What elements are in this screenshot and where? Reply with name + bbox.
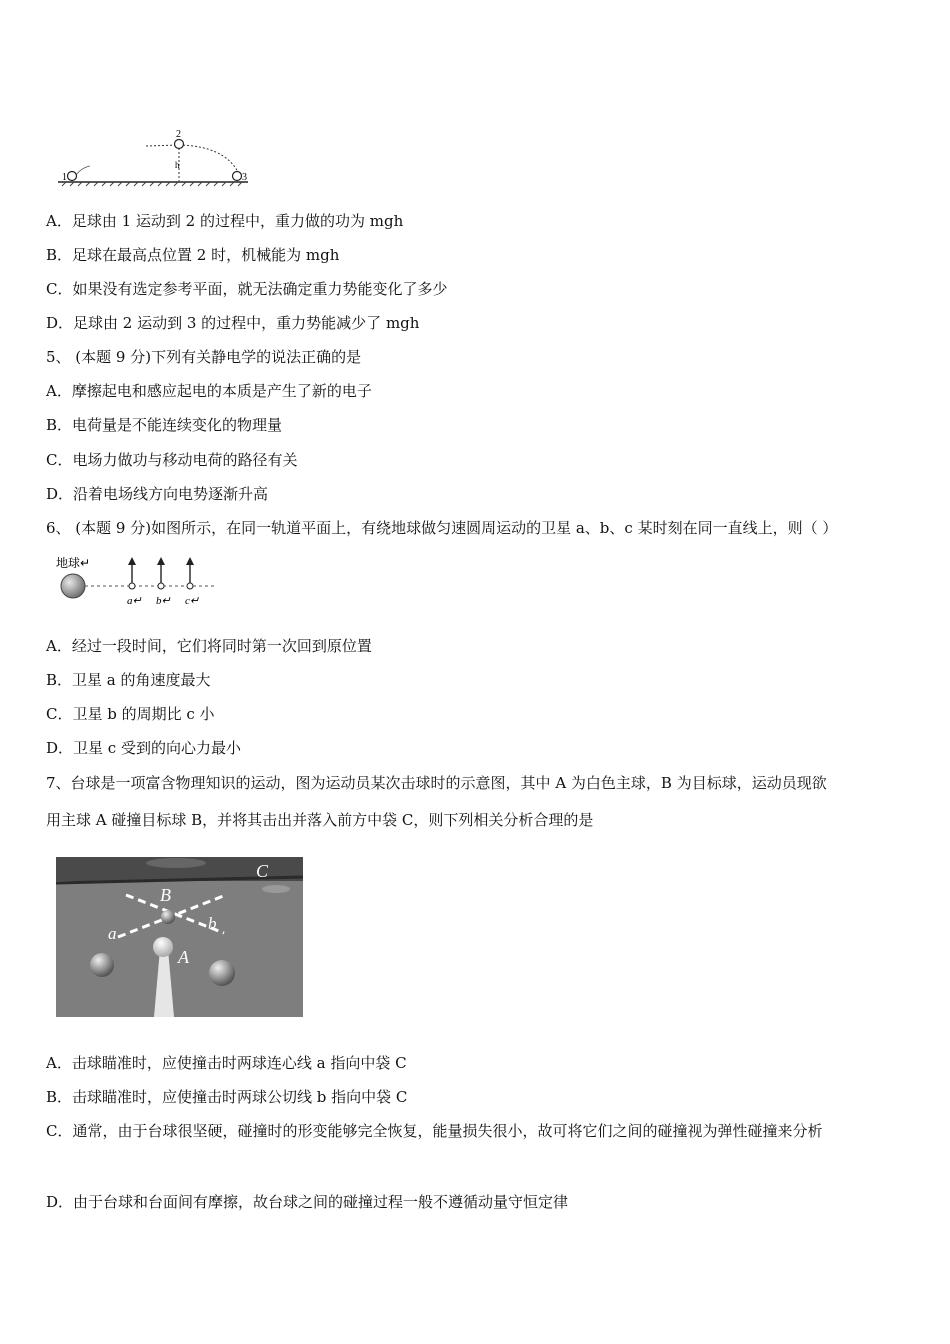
q4-option-c: C．如果没有选定参考平面，就无法确定重力势能变化了多少 <box>46 280 448 298</box>
q6-option-a: A．经过一段时间，它们将同时第一次回到原位置 <box>46 637 372 655</box>
position-1-label: 1 <box>62 172 67 183</box>
q5-option-c: C．电场力做功与移动电荷的路径有关 <box>46 451 298 469</box>
q4-option-d: D．足球由 2 运动到 3 的过程中，重力势能减少了 mgh <box>46 314 420 332</box>
billiards-photo <box>56 857 303 1017</box>
q4-option-b: B．足球在最高点位置 2 时，机械能为 mgh <box>46 246 340 264</box>
position-2-label: 2 <box>176 129 181 140</box>
earth-icon <box>61 574 85 598</box>
q6-stem: 6、 (本题 9 分)如图所示，在同一轨道平面上，有绕地球做匀速圆周运动的卫星 a、b、c 某时刻在同一直线上，则（ ） <box>46 519 838 537</box>
q7-stem-line1: 7、台球是一项富含物理知识的运动，图为运动员某次击球时的示意图，其中 A 为白色主球，B 为目标球，运动员现欲 <box>46 774 827 792</box>
satellite-c-label: c↵ <box>185 595 200 607</box>
q7-option-c: C．通常，由于台球很坚硬，碰撞时的形变能够完全恢复，能量损失很小，故可将它们之间的碰撞视为弹性碰撞来分析 <box>46 1122 823 1140</box>
q5-option-b: B．电荷量是不能连续变化的物理量 <box>46 416 283 434</box>
cue-ball-a <box>153 937 173 957</box>
earth-label: 地球↵ <box>56 556 91 570</box>
satellites-figure <box>56 552 226 610</box>
satellite-a-label: a↵ <box>127 595 142 607</box>
q5-stem: 5、 (本题 9 分)下列有关静电学的说法正确的是 <box>46 348 362 366</box>
q5-option-a: A．摩擦起电和感应起电的本质是产生了新的电子 <box>46 382 372 400</box>
satellite-a-arrow-icon <box>128 557 136 589</box>
satellite-c-arrow-icon <box>186 557 194 589</box>
line-b-label: b <box>208 914 217 933</box>
satellite-b-arrow-icon <box>157 557 165 589</box>
target-ball-b <box>161 910 175 924</box>
q5-option-d: D．沿着电场线方向电势逐渐升高 <box>46 485 269 503</box>
q6-option-b: B．卫星 a 的角速度最大 <box>46 671 211 689</box>
q6-option-c: C．卫星 b 的周期比 c 小 <box>46 705 215 723</box>
q4-option-a: A．足球由 1 运动到 2 的过程中，重力做的功为 mgh <box>46 212 404 230</box>
football-trajectory-figure <box>56 128 256 188</box>
q7-option-a: A．击球瞄准时，应使撞击时两球连心线 a 指向中袋 C <box>46 1054 407 1072</box>
line-a-label: a <box>108 924 117 943</box>
pocket-c-label: C <box>256 861 269 881</box>
q7-stem-line2: 用主球 A 碰撞目标球 B，并将其击出并落入前方中袋 C，则下列相关分析合理的是 <box>46 811 594 829</box>
ball-b-label: B <box>160 885 171 905</box>
q6-option-d: D．卫星 c 受到的向心力最小 <box>46 739 241 757</box>
q7-option-d: D．由于台球和台面间有摩擦，故台球之间的碰撞过程一般不遵循动量守恒定律 <box>46 1193 569 1211</box>
position-3-label: 3 <box>242 172 247 183</box>
satellite-b-label: b↵ <box>156 595 171 607</box>
ball-a-label: A <box>178 947 189 967</box>
q7-option-b: B．击球瞄准时，应使撞击时两球公切线 b 指向中袋 C <box>46 1088 408 1106</box>
height-h-label: h <box>175 160 180 170</box>
